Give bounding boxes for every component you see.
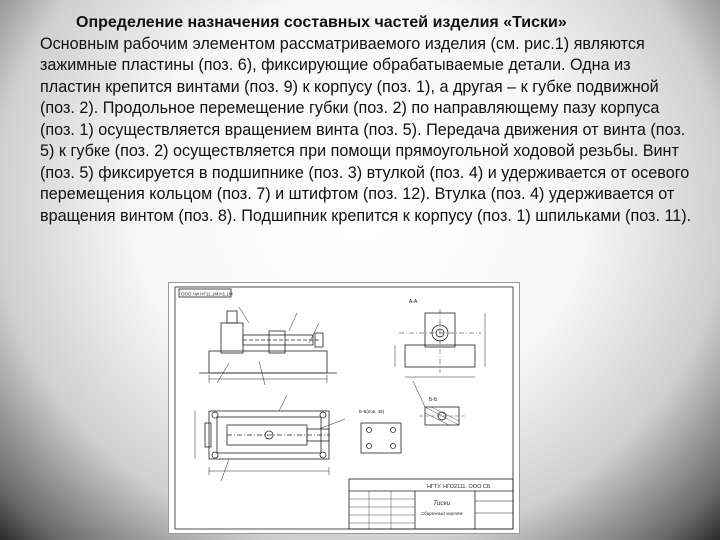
- slide-title: Определение назначения составных частей изделия «Тиски»: [76, 14, 567, 31]
- top-view: [195, 395, 345, 481]
- slide-body-text: Основным рабочим элементом рассматриваемого изделия (см. рис.1) являются зажимные пластины (поз. 6), фиксирующие обрабатываемые детали. Одна из пластин крепится винтами (поз. 9) к корпусу (поз. 1), а другая – к губке подвижной (поз. 2). Продольное перемещение губки (поз. 2) по направляющему пазу корпуса (поз. 1) осуществляется вращением винта (поз. 5). Передача движения от винта (поз. 5) к губке (поз. 2) осуществляется при помощи прямоугольной ходовой резьбы. Винт (поз. 5) фиксируется в подшипнике (поз. 3) втулкой (поз. 4) и удерживается от осевого перемещения кольцом (поз. 7) и штифтом (поз. 12). Втулка (поз. 4) удерживается от вращения винтом (поз. 8). Подшипник крепится к корпусу (поз. 1) шпильками (поз. 11).: [40, 34, 692, 225]
- view-label-top: А-А: [409, 299, 418, 305]
- slide-content: [40, 12, 695, 227]
- assembly-drawing: [168, 282, 520, 534]
- view-label-detail: Б-Б(пов. 45): [359, 409, 385, 414]
- front-view: [199, 307, 337, 385]
- drawing-sheet: [169, 283, 519, 533]
- title-name: Тиски: [433, 500, 451, 507]
- side-view: [395, 299, 485, 377]
- detail-view: [359, 409, 401, 453]
- view-label-section: Б-Б: [429, 397, 438, 403]
- section-view: [413, 381, 465, 425]
- stamp-code: НГТУ. НГО2111. ООО СБ: [427, 484, 491, 490]
- title-subtitle: Сборочный чертёж: [421, 511, 463, 516]
- corner-label: ООО.ЧИ НГ11.1М.Н1.1М: [181, 291, 233, 297]
- title-block: [349, 479, 513, 529]
